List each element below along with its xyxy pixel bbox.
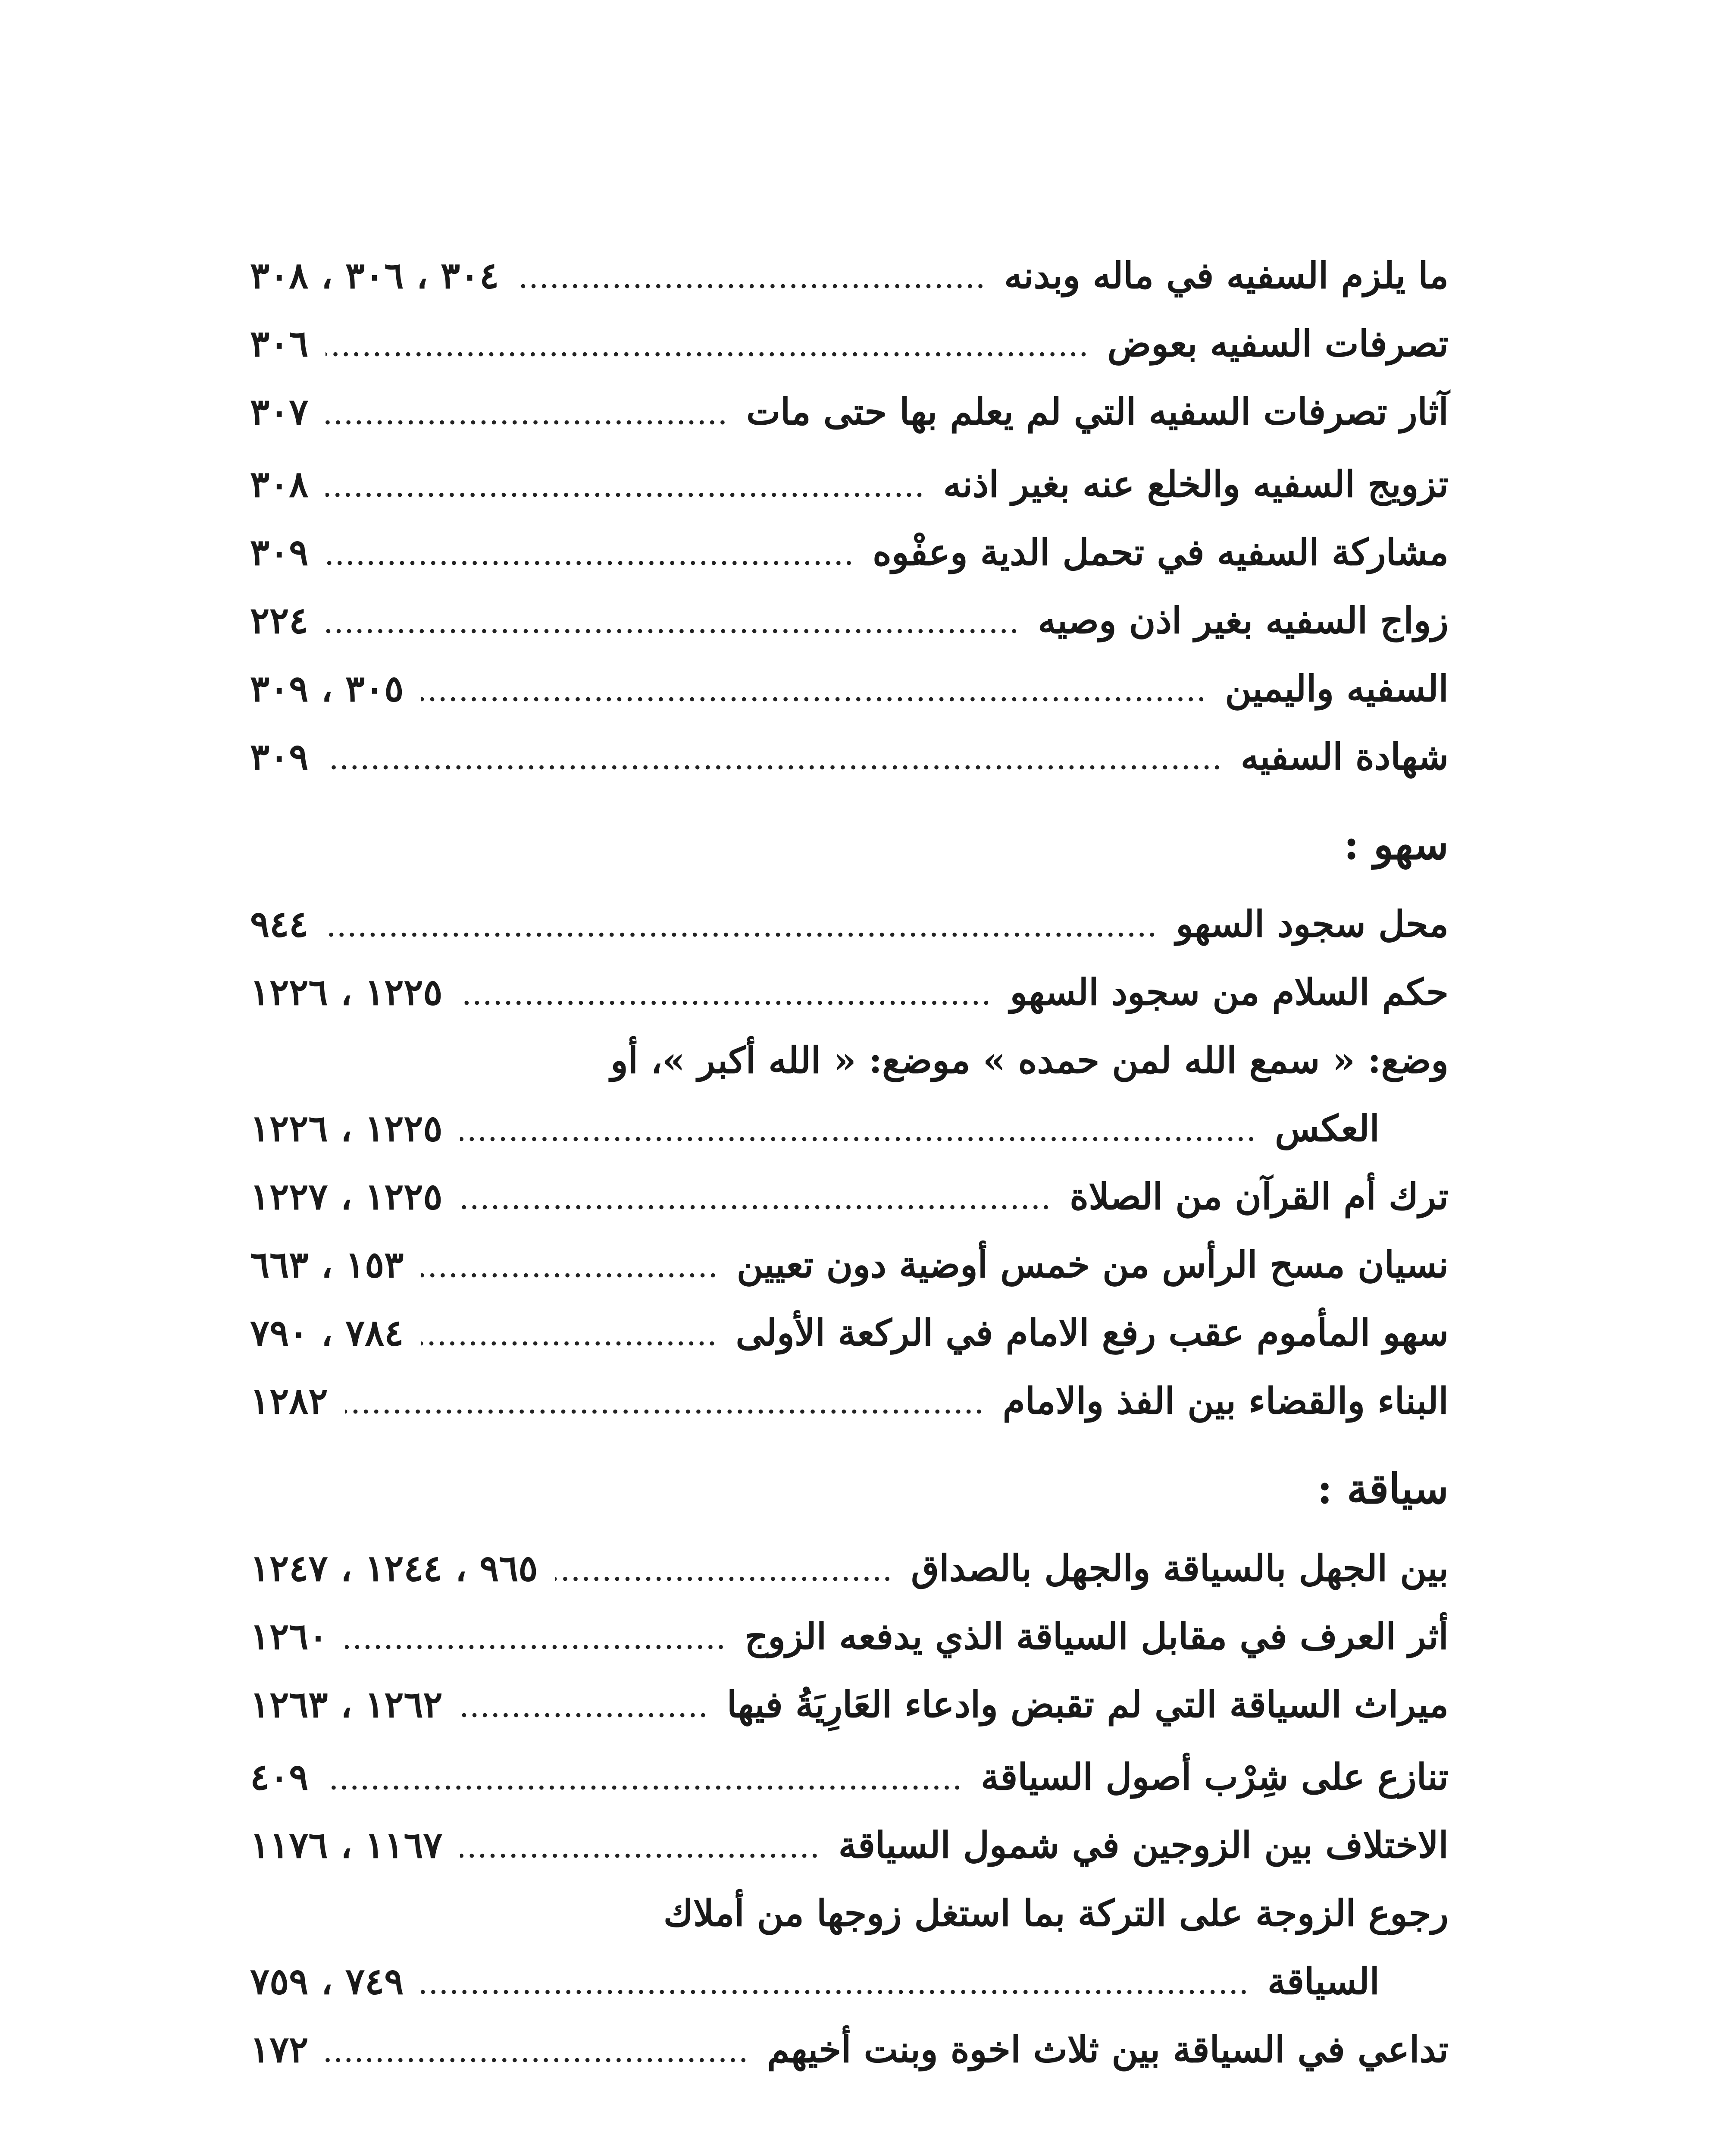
dot-leader <box>325 455 926 523</box>
entry-pages: ١٥٣ ، ٦٦٣ <box>250 1243 404 1286</box>
entry-label: وضع: « سمع الله لمن حمده » موضع: « الله أكبر »، أو <box>610 1039 1449 1081</box>
index-entry <box>250 1299 1449 1367</box>
entry-pages: ٢٢٤ <box>250 599 309 642</box>
section-heading: سياقة : <box>1317 1464 1449 1513</box>
index-entry <box>250 450 1449 518</box>
entry-pages: ٣٠٧ <box>250 390 309 433</box>
index-entry <box>250 723 1449 791</box>
index-entry <box>250 1947 1449 2015</box>
dot-leader <box>460 1100 1258 1168</box>
index-entry <box>250 1534 1449 1602</box>
dot-leader <box>421 1236 719 1304</box>
entry-label: ترك أم القرآن من الصلاة <box>1070 1175 1449 1218</box>
dot-leader <box>460 963 993 1031</box>
entry-label: حكم السلام من سجود السهو <box>1010 971 1449 1013</box>
entry-pages: ١٢٢٥ ، ١٢٢٦ <box>250 1107 443 1150</box>
dot-leader <box>460 1816 821 1884</box>
index-entry <box>250 1026 1449 1094</box>
entry-label: أثر العرف في مقابل السياقة الذي يدفعه الزوج <box>745 1615 1449 1658</box>
index-entry <box>250 518 1449 586</box>
dot-leader <box>460 1676 710 1744</box>
dot-leader <box>325 2021 750 2089</box>
entry-pages: ١٢٢٥ ، ١٢٢٦ <box>250 971 443 1013</box>
entry-pages: ٧٨٤ ، ٧٩٠ <box>250 1311 404 1354</box>
dot-leader <box>421 1952 1250 2021</box>
entry-pages: ٣٠٩ <box>250 735 309 778</box>
entry-pages: ٣٠٦ <box>250 322 309 365</box>
entry-label: رجوع الزوجة على التركة بما استغل زوجها من أملاك <box>663 1892 1449 1934</box>
entry-label: البناء والقضاء بين الفذ والامام <box>1002 1379 1449 1422</box>
index-entry <box>250 378 1449 446</box>
dot-leader <box>460 1168 1053 1236</box>
index-entry <box>250 1879 1449 1947</box>
entry-pages: ٣٠٨ <box>250 463 309 505</box>
entry-label: شهادة السفيه <box>1240 735 1449 778</box>
entry-pages: ١٢٦٢ ، ١٢٦٣ <box>250 1683 443 1726</box>
entry-label: مشاركة السفيه في تحمل الدية وعفْوه <box>872 531 1449 573</box>
index-entry <box>250 2015 1449 2084</box>
entry-pages: ٤٠٩ <box>250 1755 309 1798</box>
entry-label: العكس <box>1275 1107 1380 1150</box>
index-entry <box>250 1367 1449 1435</box>
index-content <box>250 241 1449 2084</box>
dot-leader <box>325 895 1158 963</box>
index-entry <box>250 310 1449 378</box>
index-entry <box>250 958 1449 1026</box>
entry-pages: ٣٠٥ ، ٣٠٩ <box>250 667 404 710</box>
index-entry <box>250 1811 1449 1879</box>
index-entry <box>250 241 1449 310</box>
dot-leader <box>325 523 855 592</box>
entry-pages: ١٢٨٢ <box>250 1379 328 1422</box>
entry-label: تنازع على شِرْب أصول السياقة <box>981 1755 1449 1798</box>
entry-label: محل سجود السهو <box>1176 903 1449 945</box>
dot-leader <box>345 1372 985 1440</box>
entry-pages: ١٢٦٠ <box>250 1615 328 1658</box>
index-entry <box>250 1163 1449 1231</box>
index-entry <box>250 1602 1449 1670</box>
index-entry <box>250 1231 1449 1299</box>
entry-pages: ١٢٢٥ ، ١٢٢٧ <box>250 1175 443 1218</box>
dot-leader <box>325 315 1090 383</box>
entry-label: السفيه واليمين <box>1225 667 1449 710</box>
entry-pages: ٩٦٥ ، ١٢٤٤ ، ١٢٤٧ <box>250 1547 538 1589</box>
entry-label: السياقة <box>1267 1960 1380 2002</box>
section-heading: سهو : <box>1343 820 1449 869</box>
dot-leader <box>421 660 1208 728</box>
entry-label: ما يلزم السفيه في ماله وبدنه <box>1004 254 1449 297</box>
index-entry <box>250 655 1449 723</box>
entry-label: تصرفات السفيه بعوض <box>1107 322 1449 365</box>
dot-leader <box>325 728 1224 796</box>
dot-leader <box>421 1304 718 1372</box>
entry-label: بين الجهل بالسياقة والجهل بالصداق <box>911 1547 1449 1589</box>
index-entry <box>250 586 1449 655</box>
index-entry <box>250 1743 1449 1811</box>
dot-leader <box>325 383 729 451</box>
dot-leader <box>325 592 1020 660</box>
entry-label: تزويج السفيه والخلع عنه بغير اذنه <box>943 463 1449 505</box>
entry-label: الاختلاف بين الزوجين في شمول السياقة <box>838 1824 1449 1866</box>
dot-leader <box>516 247 987 315</box>
entry-label: تداعي في السياقة بين ثلاث اخوة وبنت أخيهم <box>767 2028 1449 2071</box>
entry-pages: ٩٤٤ <box>250 903 309 945</box>
entry-pages: ٣٠٤ ، ٣٠٦ ، ٣٠٨ <box>250 254 499 297</box>
entry-label: سهو المأموم عقب رفع الامام في الركعة الأولى <box>735 1311 1449 1354</box>
index-entry <box>250 1094 1449 1163</box>
entry-pages: ١٧٢ <box>250 2028 309 2071</box>
entry-pages: ٣٠٩ <box>250 531 309 573</box>
entry-label: آثار تصرفات السفيه التي لم يعلم بها حتى مات <box>746 390 1449 433</box>
entry-pages: ٧٤٩ ، ٧٥٩ <box>250 1960 404 2002</box>
entry-label: زواج السفيه بغير اذن وصيه <box>1038 599 1449 642</box>
entry-label: نسيان مسح الرأس من خمس أوضية دون تعيين <box>736 1243 1449 1286</box>
dot-leader <box>345 1608 727 1676</box>
entry-label: ميراث السياقة التي لم تقبض وادعاء العَارِيَةُ فيها <box>726 1683 1449 1726</box>
dot-leader <box>325 1748 964 1816</box>
dot-leader <box>555 1539 894 1608</box>
index-entry <box>250 890 1449 958</box>
index-entry <box>250 1670 1449 1739</box>
entry-pages: ١١٦٧ ، ١١٧٦ <box>250 1824 443 1866</box>
